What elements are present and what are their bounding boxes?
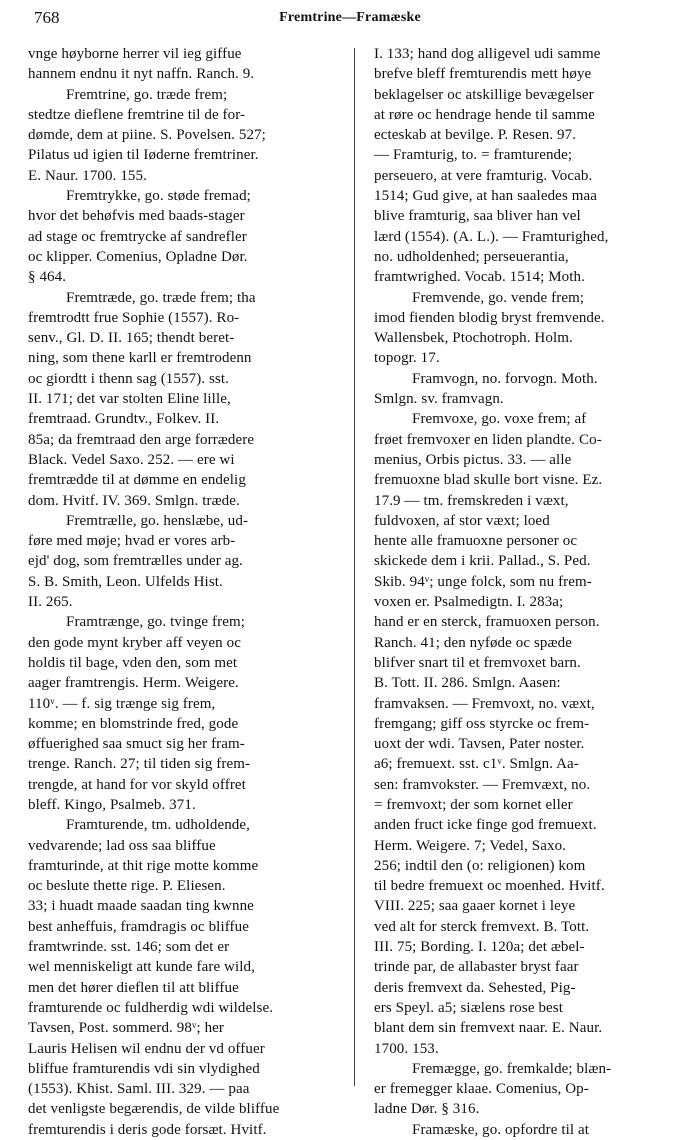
text-line: fremtraad. Grundtv., Folkev. II. bbox=[28, 411, 220, 428]
entry-headline: Fremtrine, go. træde frem; bbox=[66, 86, 228, 103]
text-line: trengde, at hand for vor skyld offret bbox=[28, 776, 246, 793]
text-line: Wallensbek, Ptochotroph. Holm. bbox=[374, 330, 573, 347]
text-line: deris fremvext da. Sehested, Pig- bbox=[374, 979, 576, 996]
text-line: oc giordtt i thenn sag (1557). sst. bbox=[28, 370, 229, 387]
text-line: fremturendis i deris gode forsæt. Hvitf. bbox=[28, 1121, 267, 1138]
text-line: bleff. Kingo, Psalmeb. 371. bbox=[28, 796, 196, 813]
text-line: 85a; da fremtraad den arge forrædere bbox=[28, 431, 255, 448]
entry-headline: Fremvende, go. vende frem; bbox=[412, 289, 585, 306]
text-line: beklagelser oc atskillige bevægelser bbox=[374, 86, 594, 103]
text-line: Black. Vedel Saxo. 252. — ere wi bbox=[28, 451, 235, 468]
entry-headline: Framæske, go. opfordre til at bbox=[412, 1121, 590, 1138]
text-line: anden fruct icke finge god fremuext. bbox=[374, 817, 597, 834]
text-line: Ranch. 41; den nyfødе oc spæde bbox=[374, 634, 572, 651]
text-line: — Framturig, to. = framturende; bbox=[374, 147, 573, 164]
text-line: framtwrinde. sst. 146; som det er bbox=[28, 939, 230, 956]
text-line: bliffue framturendis vdi sin vlydighed bbox=[28, 1060, 260, 1077]
left-column bbox=[28, 44, 346, 1138]
text-line: blant dem sin fremvext naar. E. Naur. bbox=[374, 1020, 603, 1037]
text-line: dom. Hvitf. IV. 369. Smlgn. træde. bbox=[28, 492, 240, 509]
text-line: S. B. Smith, Leon. Ulfelds Hist. bbox=[28, 573, 223, 590]
text-line: ved alt for sterck fremvext. B. Tott. bbox=[374, 918, 590, 935]
text-line: aager framtrengis. Herm. Weigere. bbox=[28, 675, 239, 692]
text-line: trinde par, de allabaster bryst faar bbox=[374, 959, 579, 976]
text-line: oc beslute thette rige. P. Eliesen. bbox=[28, 878, 226, 895]
right-column bbox=[374, 44, 692, 1138]
text-line: § 464. bbox=[28, 269, 67, 286]
entry-headline: Fremvoxe, go. voxe frem; af bbox=[412, 411, 587, 428]
text-line: a6; fremuext. sst. c1ᵛ. Smlgn. Aa- bbox=[374, 756, 579, 773]
text-line: trenge. Ranch. 27; til tiden sig frem- bbox=[28, 756, 251, 773]
text-line: oc klipper. Comenius, Opladne Dør. bbox=[28, 248, 248, 265]
text-line: vedvarende; lad oss saa bliffue bbox=[28, 837, 216, 854]
text-line: men det hører dieflen til att bliffue bbox=[28, 979, 239, 996]
text-line: ers Speyl. a5; siælens rose best bbox=[374, 999, 564, 1016]
text-line: Pilatus ud igien til Iøderne fremtriner. bbox=[28, 147, 259, 164]
entry-headline: Framtrænge, go. tvinge frem; bbox=[66, 614, 246, 631]
entry-headline: Framvogn, no. forvogn. Moth. bbox=[412, 370, 598, 387]
text-line: II. 171; det var stolten Eline lille, bbox=[28, 391, 231, 408]
text-line: hannem endnu it nyt naffn. Ranch. 9. bbox=[28, 66, 255, 83]
text-line: topogr. 17. bbox=[374, 350, 440, 367]
text-line: fremgang; giff oss styrcke oc frem- bbox=[374, 715, 590, 732]
text-line: Smlgn. sv. framvagn. bbox=[374, 391, 504, 408]
text-line: framturinde, at thit rige motte komme bbox=[28, 857, 259, 874]
text-line: blive framturig, saa bliver han vel bbox=[374, 208, 581, 225]
text-line: 110ᵛ. — f. sig trænge sig frem, bbox=[28, 695, 216, 712]
text-line: hand er en sterck, framuoxen person. bbox=[374, 614, 600, 631]
page-number: 768 bbox=[34, 8, 60, 27]
text-line: Tavsen, Post. sommerd. 98ᵛ; her bbox=[28, 1020, 225, 1037]
text-line: best anheffuis, framdragis oc bliffue bbox=[28, 918, 249, 935]
text-line: holdis til bage, vden den, som met bbox=[28, 654, 238, 671]
text-line: ladne Dør. § 316. bbox=[374, 1101, 480, 1118]
entry-headline: Fremtrykke, go. støde fremad; bbox=[66, 188, 251, 205]
text-line: den gode mynt kryber aff veyen oc bbox=[28, 634, 241, 651]
text-line: brefve bleff fremturendis mett høye bbox=[374, 66, 592, 83]
text-line: no. udholdenhed; perseuerantia, bbox=[374, 248, 569, 265]
text-line: frøet fremvoxer en liden plandte. Co- bbox=[374, 431, 602, 448]
text-line: I. 133; hand dog alligevel udi samme bbox=[374, 46, 601, 62]
text-line: imod fienden blodig bryst fremvende. bbox=[374, 309, 605, 326]
text-line: menius, Orbis pictus. 33. — alle bbox=[374, 451, 572, 468]
text-line: 33; i huadt maade saadan ting kwnne bbox=[28, 898, 254, 915]
text-line: 17.9 — tm. fremskreden i væxt, bbox=[374, 492, 569, 509]
text-line: voxen er. Psalmedigtn. I. 283a; bbox=[374, 594, 564, 611]
text-line: VIII. 225; saa gaaer kornet i leye bbox=[374, 898, 576, 915]
text-line: hente alle framuoxne personer oc bbox=[374, 533, 578, 550]
text-line: framvaksen. — Fremvoxt, no. væxt, bbox=[374, 695, 595, 712]
text-line: uoxt der wdi. Tavsen, Pater noster. bbox=[374, 736, 585, 753]
text-line: Skib. 94ᵛ; unge folck, som nu frem- bbox=[374, 573, 592, 590]
entry-headline: Framturende, tm. udholdende, bbox=[66, 817, 251, 834]
text-line: fremuoxne blad skulle bort visne. Ez. bbox=[374, 472, 603, 489]
text-line: ad stage oc fremtrycke af sandrefler bbox=[28, 228, 247, 245]
entry-headline: Fremægge, go. fremkalde; blæn- bbox=[412, 1060, 612, 1077]
text-line: ning, som thene karll er fremtrodenn bbox=[28, 350, 252, 367]
text-line: framturende oc fuldherdig wdi wildelse. bbox=[28, 999, 274, 1016]
text-line: B. Tott. II. 286. Smlgn. Aasen: bbox=[374, 675, 561, 692]
text-line: hvor det behøfvis med baads-stager bbox=[28, 208, 245, 225]
text-line: er fremegger klaae. Comenius, Op- bbox=[374, 1081, 589, 1098]
text-line: wel menniskeligt att kunde fare wild, bbox=[28, 959, 255, 976]
text-line: = fremvoxt; der som kornet eller bbox=[374, 796, 573, 813]
text-line: til bedre fremuext oc moenhed. Hvitf. bbox=[374, 878, 605, 895]
text-line: fremtrædde til at dømme en endelig bbox=[28, 472, 246, 489]
text-line: vnge høyborne herrer vil ieg giffue bbox=[28, 46, 242, 62]
text-line: fuldvoxen, af stor væxt; loed bbox=[374, 512, 550, 529]
text-line: 1514; Gud give, at han saaledes maa bbox=[374, 188, 598, 205]
text-line: skickede dem i krii. Pallad., S. Ped. bbox=[374, 553, 591, 570]
entry-headline: Fremtrælle, go. henslæbe, ud- bbox=[66, 512, 249, 529]
text-line: at røre oc hendrage hende til samme bbox=[374, 106, 595, 123]
text-line: II. 265. bbox=[28, 594, 73, 611]
column-divider bbox=[354, 48, 355, 1086]
running-head: Fremtrine—Framæske bbox=[279, 10, 421, 25]
text-line: dømde, dem at piine. S. Povelsen. 527; bbox=[28, 127, 266, 144]
text-line: framtwrighed. Vocab. 1514; Moth. bbox=[374, 269, 585, 286]
text-line: føre med møje; hvad er vores arb- bbox=[28, 533, 236, 550]
text-line: fremtrodtt frue Sophie (1557). Ro- bbox=[28, 309, 240, 326]
text-line: E. Naur. 1700. 155. bbox=[28, 167, 147, 184]
entry-headline: Fremtræde, go. træde frem; tha bbox=[66, 289, 256, 306]
text-line: Lauris Helisen wil endnu der vd offuer bbox=[28, 1040, 265, 1057]
text-line: stedtze dieflene fremtrine til de for- bbox=[28, 106, 246, 123]
text-line: lærd (1554). (A. L.). — Framturighed, bbox=[374, 228, 609, 245]
text-line: perseuero, at vere framturig. Vocab. bbox=[374, 167, 593, 184]
text-line: 256; indtil den (o: religionen) kom bbox=[374, 857, 586, 874]
text-line: senv., Gl. D. II. 165; thendt beret- bbox=[28, 330, 235, 347]
text-line: ecteskab at bevilge. P. Resen. 97. bbox=[374, 127, 577, 144]
text-line: komme; en blomstrinde fred, gode bbox=[28, 715, 239, 732]
text-line: 1700. 153. bbox=[374, 1040, 439, 1057]
text-line: (1553). Khist. Saml. III. 329. — paa bbox=[28, 1081, 250, 1098]
text-line: det venligste begærendis, de vilde bliffue bbox=[28, 1101, 280, 1118]
text-line: III. 75; Bording. I. 120a; det æbel- bbox=[374, 939, 585, 956]
text-line: sen: framvokster. — Fremvæxt, no. bbox=[374, 776, 591, 793]
page-header bbox=[0, 6, 700, 34]
text-line: blifver snart til et fremvoxet barn. bbox=[374, 654, 581, 671]
text-line: ejd' dog, som fremtrælles under ag. bbox=[28, 553, 243, 570]
text-line: øffuerighed saa smuct sig her fram- bbox=[28, 736, 245, 753]
text-line: Herm. Weigere. 7; Vedel, Saxo. bbox=[374, 837, 567, 854]
